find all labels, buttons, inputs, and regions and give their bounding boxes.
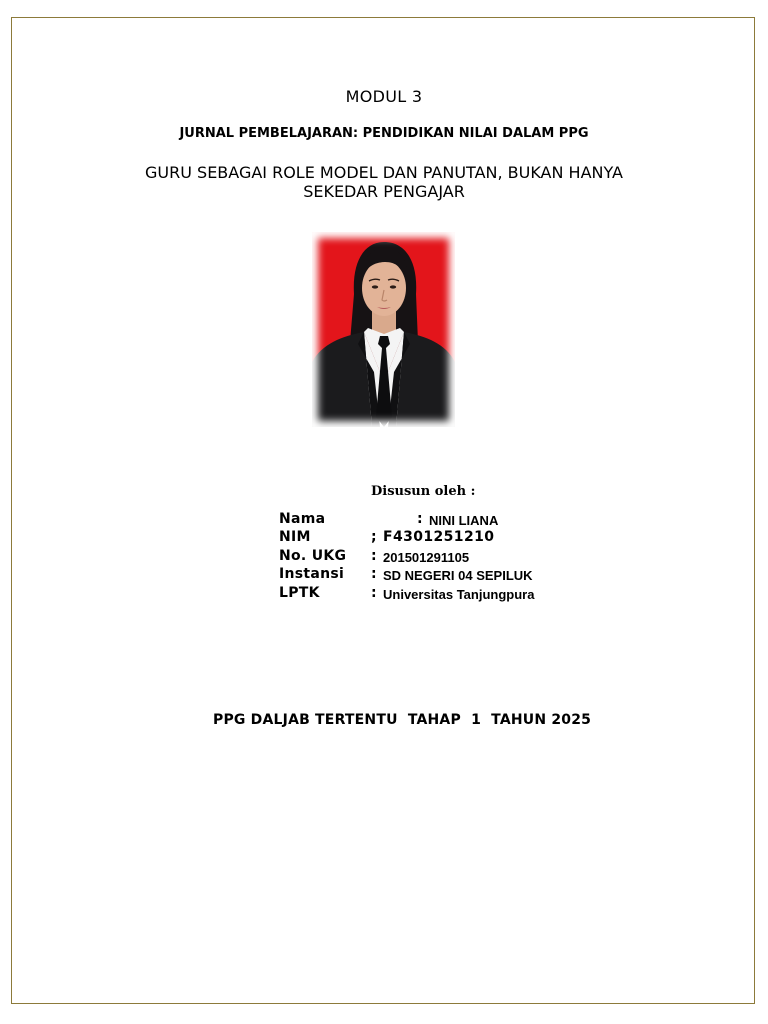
info-label: NIM bbox=[279, 529, 311, 545]
info-label: LPTK bbox=[279, 585, 320, 601]
info-label: Nama bbox=[279, 511, 326, 527]
info-value: F4301251210 bbox=[383, 529, 495, 545]
compiled-by-label: Disusun oleh : bbox=[371, 484, 476, 499]
journal-title: JURNAL PEMBELAJARAN: PENDIDIKAN NILAI DALAM PPG bbox=[179, 126, 589, 141]
topic-title-line-1: GURU SEBAGAI ROLE MODEL DAN PANUTAN, BUKAN HANYA bbox=[145, 163, 623, 182]
info-separator: : bbox=[371, 585, 377, 601]
info-separator: : bbox=[417, 511, 423, 527]
info-label: Instansi bbox=[279, 566, 345, 582]
info-separator: : bbox=[371, 548, 377, 564]
info-value: Universitas Tanjungpura bbox=[383, 587, 535, 602]
topic-title bbox=[0, 163, 768, 201]
module-title: MODUL 3 bbox=[345, 87, 423, 106]
info-separator: ; bbox=[371, 529, 377, 545]
info-value: SD NEGERI 04 SEPILUK bbox=[383, 568, 533, 583]
topic-title-line-2: SEKEDAR PENGAJAR bbox=[303, 182, 465, 201]
footer-title: PPG DALJAB TERTENTU TAHAP 1 TAHUN 2025 bbox=[213, 712, 592, 728]
info-value: NINI LIANA bbox=[429, 513, 499, 528]
info-separator: : bbox=[371, 566, 377, 582]
info-value: 201501291105 bbox=[383, 550, 470, 565]
profile-photo bbox=[312, 232, 455, 427]
info-label: No. UKG bbox=[279, 548, 347, 564]
